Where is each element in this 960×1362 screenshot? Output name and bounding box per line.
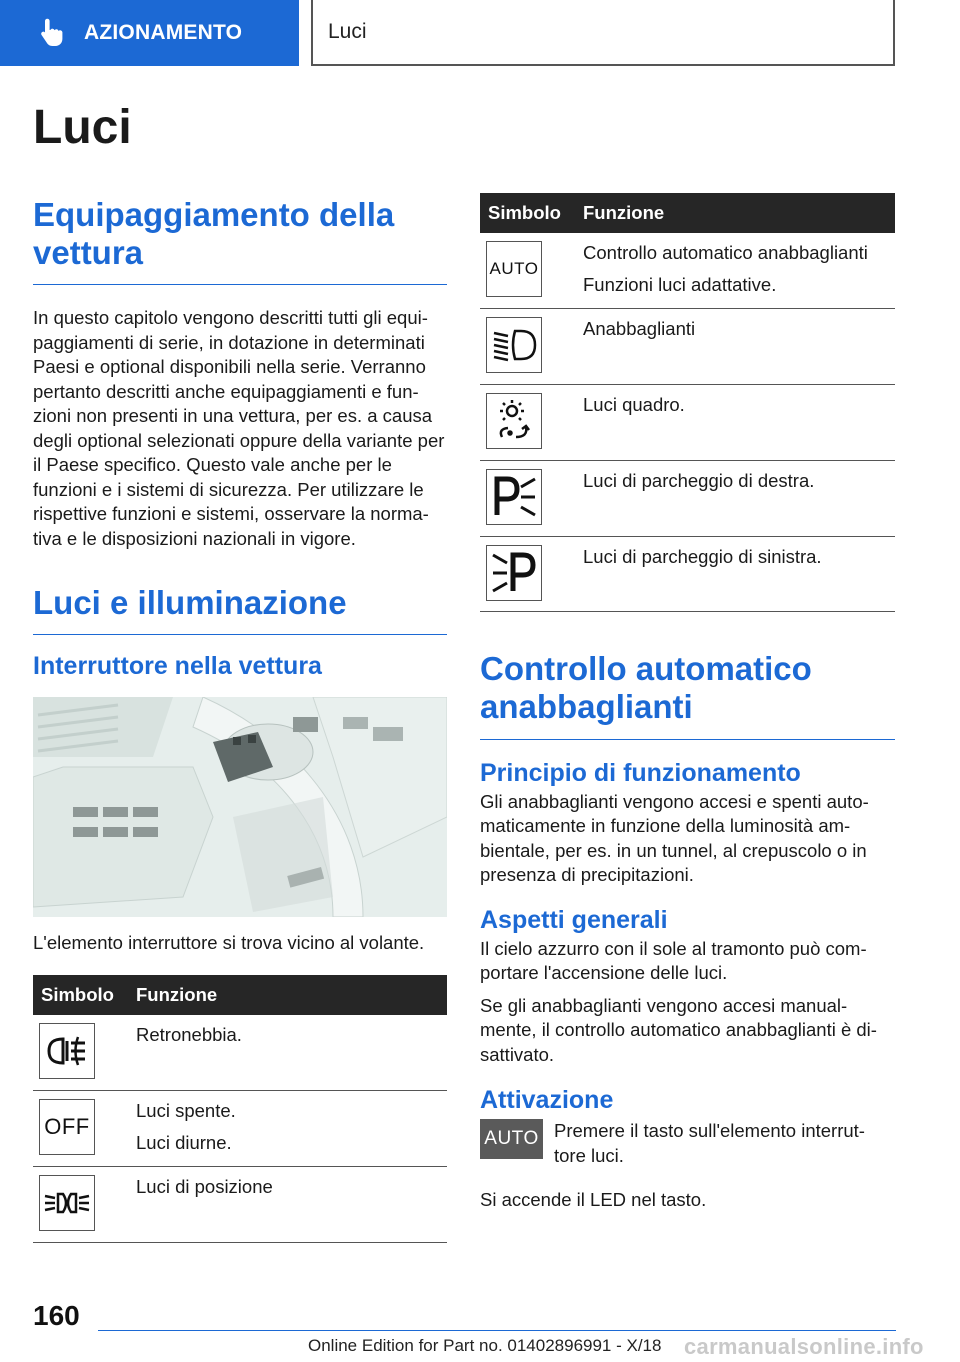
subsection-title-principle: Principio di funzionamento	[480, 758, 801, 787]
subsection-title-activation: Attivazione	[480, 1086, 614, 1114]
image-caption: L'elemento interruttore si trova vicino al volante.	[33, 932, 425, 953]
section-rule	[480, 739, 895, 740]
table-row	[33, 1015, 447, 1091]
column-header-function: Funzione	[583, 193, 895, 233]
chapter-tab[interactable]	[311, 0, 895, 66]
footer-rule	[98, 1330, 896, 1331]
off-symbol: OFF	[39, 1099, 95, 1155]
page-number: 160	[33, 1300, 80, 1331]
function-text: Funzioni luci adattative.	[583, 274, 777, 295]
table-row	[480, 308, 895, 384]
general-body-1: Il cielo azzurro con il sole al tramonto può com-portare l'accensione delle luci.	[480, 937, 867, 983]
section-rule	[33, 284, 447, 285]
table-row	[480, 460, 895, 536]
activation-block	[480, 1119, 895, 1168]
table-row	[480, 233, 895, 308]
table-row	[33, 1091, 447, 1167]
instrument-lighting-icon	[486, 393, 542, 449]
table-row	[33, 1167, 447, 1243]
function-text: Retronebbia.	[136, 1023, 242, 1045]
edition-text: Online Edition for Part no. 01402896991 - X/18	[308, 1336, 662, 1355]
subsection-title-general: Aspetti generali	[480, 905, 668, 934]
symbol-table-right	[480, 193, 895, 612]
section-title-auto-beam: Controllo automatico anabbaglianti	[480, 649, 812, 725]
section-rule	[33, 634, 447, 635]
symbol-table-left	[33, 975, 447, 1244]
function-text: Luci di posizione	[136, 1176, 273, 1197]
activation-body: Premere il tasto sull'elemento interrut-tore luci.	[554, 1120, 865, 1166]
activation-result: Si accende il LED nel tasto.	[480, 1189, 707, 1210]
left-column	[33, 196, 447, 1243]
auto-symbol: AUTO	[486, 241, 542, 297]
light-switch-illustration	[33, 697, 447, 917]
parking-left-icon	[486, 545, 542, 601]
section-title-equipment: Equipaggiamento della vettura	[33, 196, 395, 271]
auto-button[interactable]: AUTO	[480, 1119, 543, 1159]
section-tab[interactable]	[0, 0, 299, 66]
subsection-title-switch: Interruttore nella vettura	[33, 652, 322, 680]
function-text: Luci diurne.	[136, 1132, 232, 1153]
hand-pointer-icon	[38, 18, 64, 48]
page-title: Luci	[33, 101, 132, 154]
right-column	[480, 193, 895, 1213]
position-lights-icon	[39, 1175, 95, 1231]
principle-body: Gli anabbaglianti vengono accesi e spenti auto-maticamente in funzione della luminosità am-bientale, per es. in un tunnel, al crepuscolo o in presenza di precipitazioni.	[480, 790, 869, 885]
parking-right-icon	[486, 469, 542, 525]
section-label: AZIONAMENTO	[84, 21, 243, 44]
function-text: Luci di parcheggio di destra.	[583, 469, 815, 491]
table-row	[480, 384, 895, 460]
column-header-function: Funzione	[136, 975, 447, 1015]
function-text: Controllo automatico anabbaglianti	[583, 242, 868, 263]
function-text: Luci di parcheggio di sinistra.	[583, 545, 822, 567]
rear-fog-icon	[39, 1023, 95, 1079]
equipment-body: In questo capitolo vengono descritti tutti gli equi-paggiamenti di serie, in dotazione in determinati Paesi e optional disponibili nella serie. Verranno pertanto descritti anche equipaggiamenti e fun-zioni non presenti in una vettura, per es. a causa degli optional selezionati oppure della variante per il Paese specifico. Questo vale anche per le funzioni e i sistemi di sicurezza. Per utilizzare le rispettive funzioni e sistemi, osservare la norma-tiva e le disposizioni nazionali in vigore.	[33, 307, 445, 549]
column-header-symbol: Simbolo	[480, 193, 583, 233]
function-text: Anabbaglianti	[583, 317, 696, 339]
column-header-symbol: Simbolo	[33, 975, 136, 1015]
general-body-2: Se gli anabbaglianti vengono accesi manual-mente, il controllo automatico anabbaglianti è di-sattivato.	[480, 994, 877, 1065]
function-text: Luci quadro.	[583, 393, 685, 415]
chapter-label: Luci	[328, 20, 367, 43]
watermark: carmanualsonline.info	[684, 1334, 924, 1359]
low-beam-icon	[486, 317, 542, 373]
table-row	[480, 536, 895, 611]
function-text: Luci spente.	[136, 1100, 236, 1121]
section-title-lights: Luci e illuminazione	[33, 584, 347, 621]
